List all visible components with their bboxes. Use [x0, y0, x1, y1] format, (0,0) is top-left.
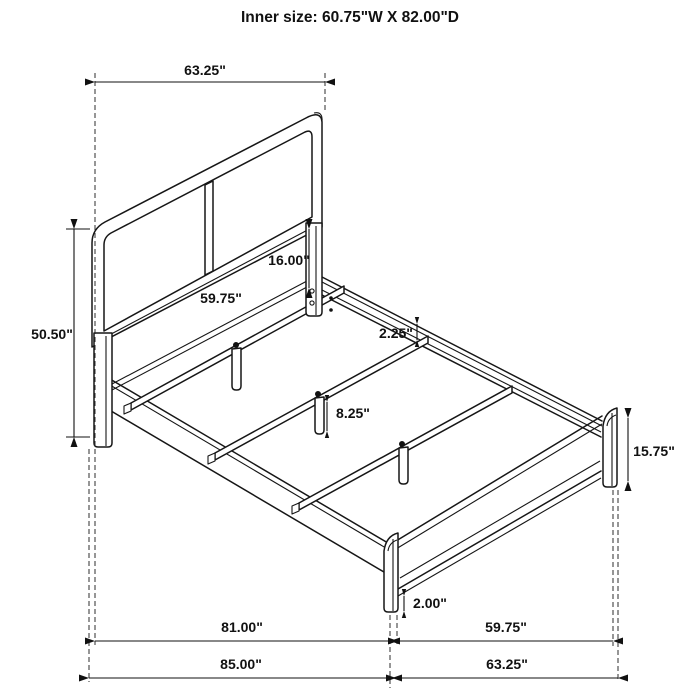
slat-3-leg	[399, 447, 408, 484]
dim-slat-thickness: 2.25"	[379, 325, 413, 341]
dim-footboard-clearance: 2.00"	[413, 595, 447, 611]
dim-slat-leg-height: 8.25"	[336, 405, 370, 421]
headboard-panel-divider	[205, 181, 213, 275]
diagram-title: Inner size: 60.75"W X 82.00"D	[240, 9, 460, 26]
footboard-left-leg	[384, 533, 398, 612]
dim-headboard-inner-width: 59.75"	[200, 290, 242, 306]
rail-bolt	[329, 308, 333, 312]
dim-overall-width: 63.25"	[486, 656, 528, 672]
dim-headboard-height: 50.50"	[31, 326, 73, 342]
slat-2-leg	[315, 397, 324, 434]
footboard-right-leg	[603, 408, 617, 487]
dim-headboard-width: 63.25"	[184, 62, 226, 78]
headboard-left-leg	[94, 333, 112, 447]
dim-footboard-height: 15.75"	[633, 443, 675, 459]
rail-bolt	[329, 296, 333, 300]
dim-overall-depth: 85.00"	[220, 656, 262, 672]
slat-3-bolt	[399, 441, 405, 447]
slat-1-bolt	[233, 342, 239, 348]
slat-3	[292, 386, 512, 514]
dim-footboard-inner-width: 59.75"	[485, 619, 527, 635]
slat-2-bolt	[315, 391, 321, 397]
dim-panel-to-rail: 16.00"	[268, 252, 310, 268]
dim-rail-length: 81.00"	[221, 619, 263, 635]
slat-1-leg	[232, 348, 241, 390]
